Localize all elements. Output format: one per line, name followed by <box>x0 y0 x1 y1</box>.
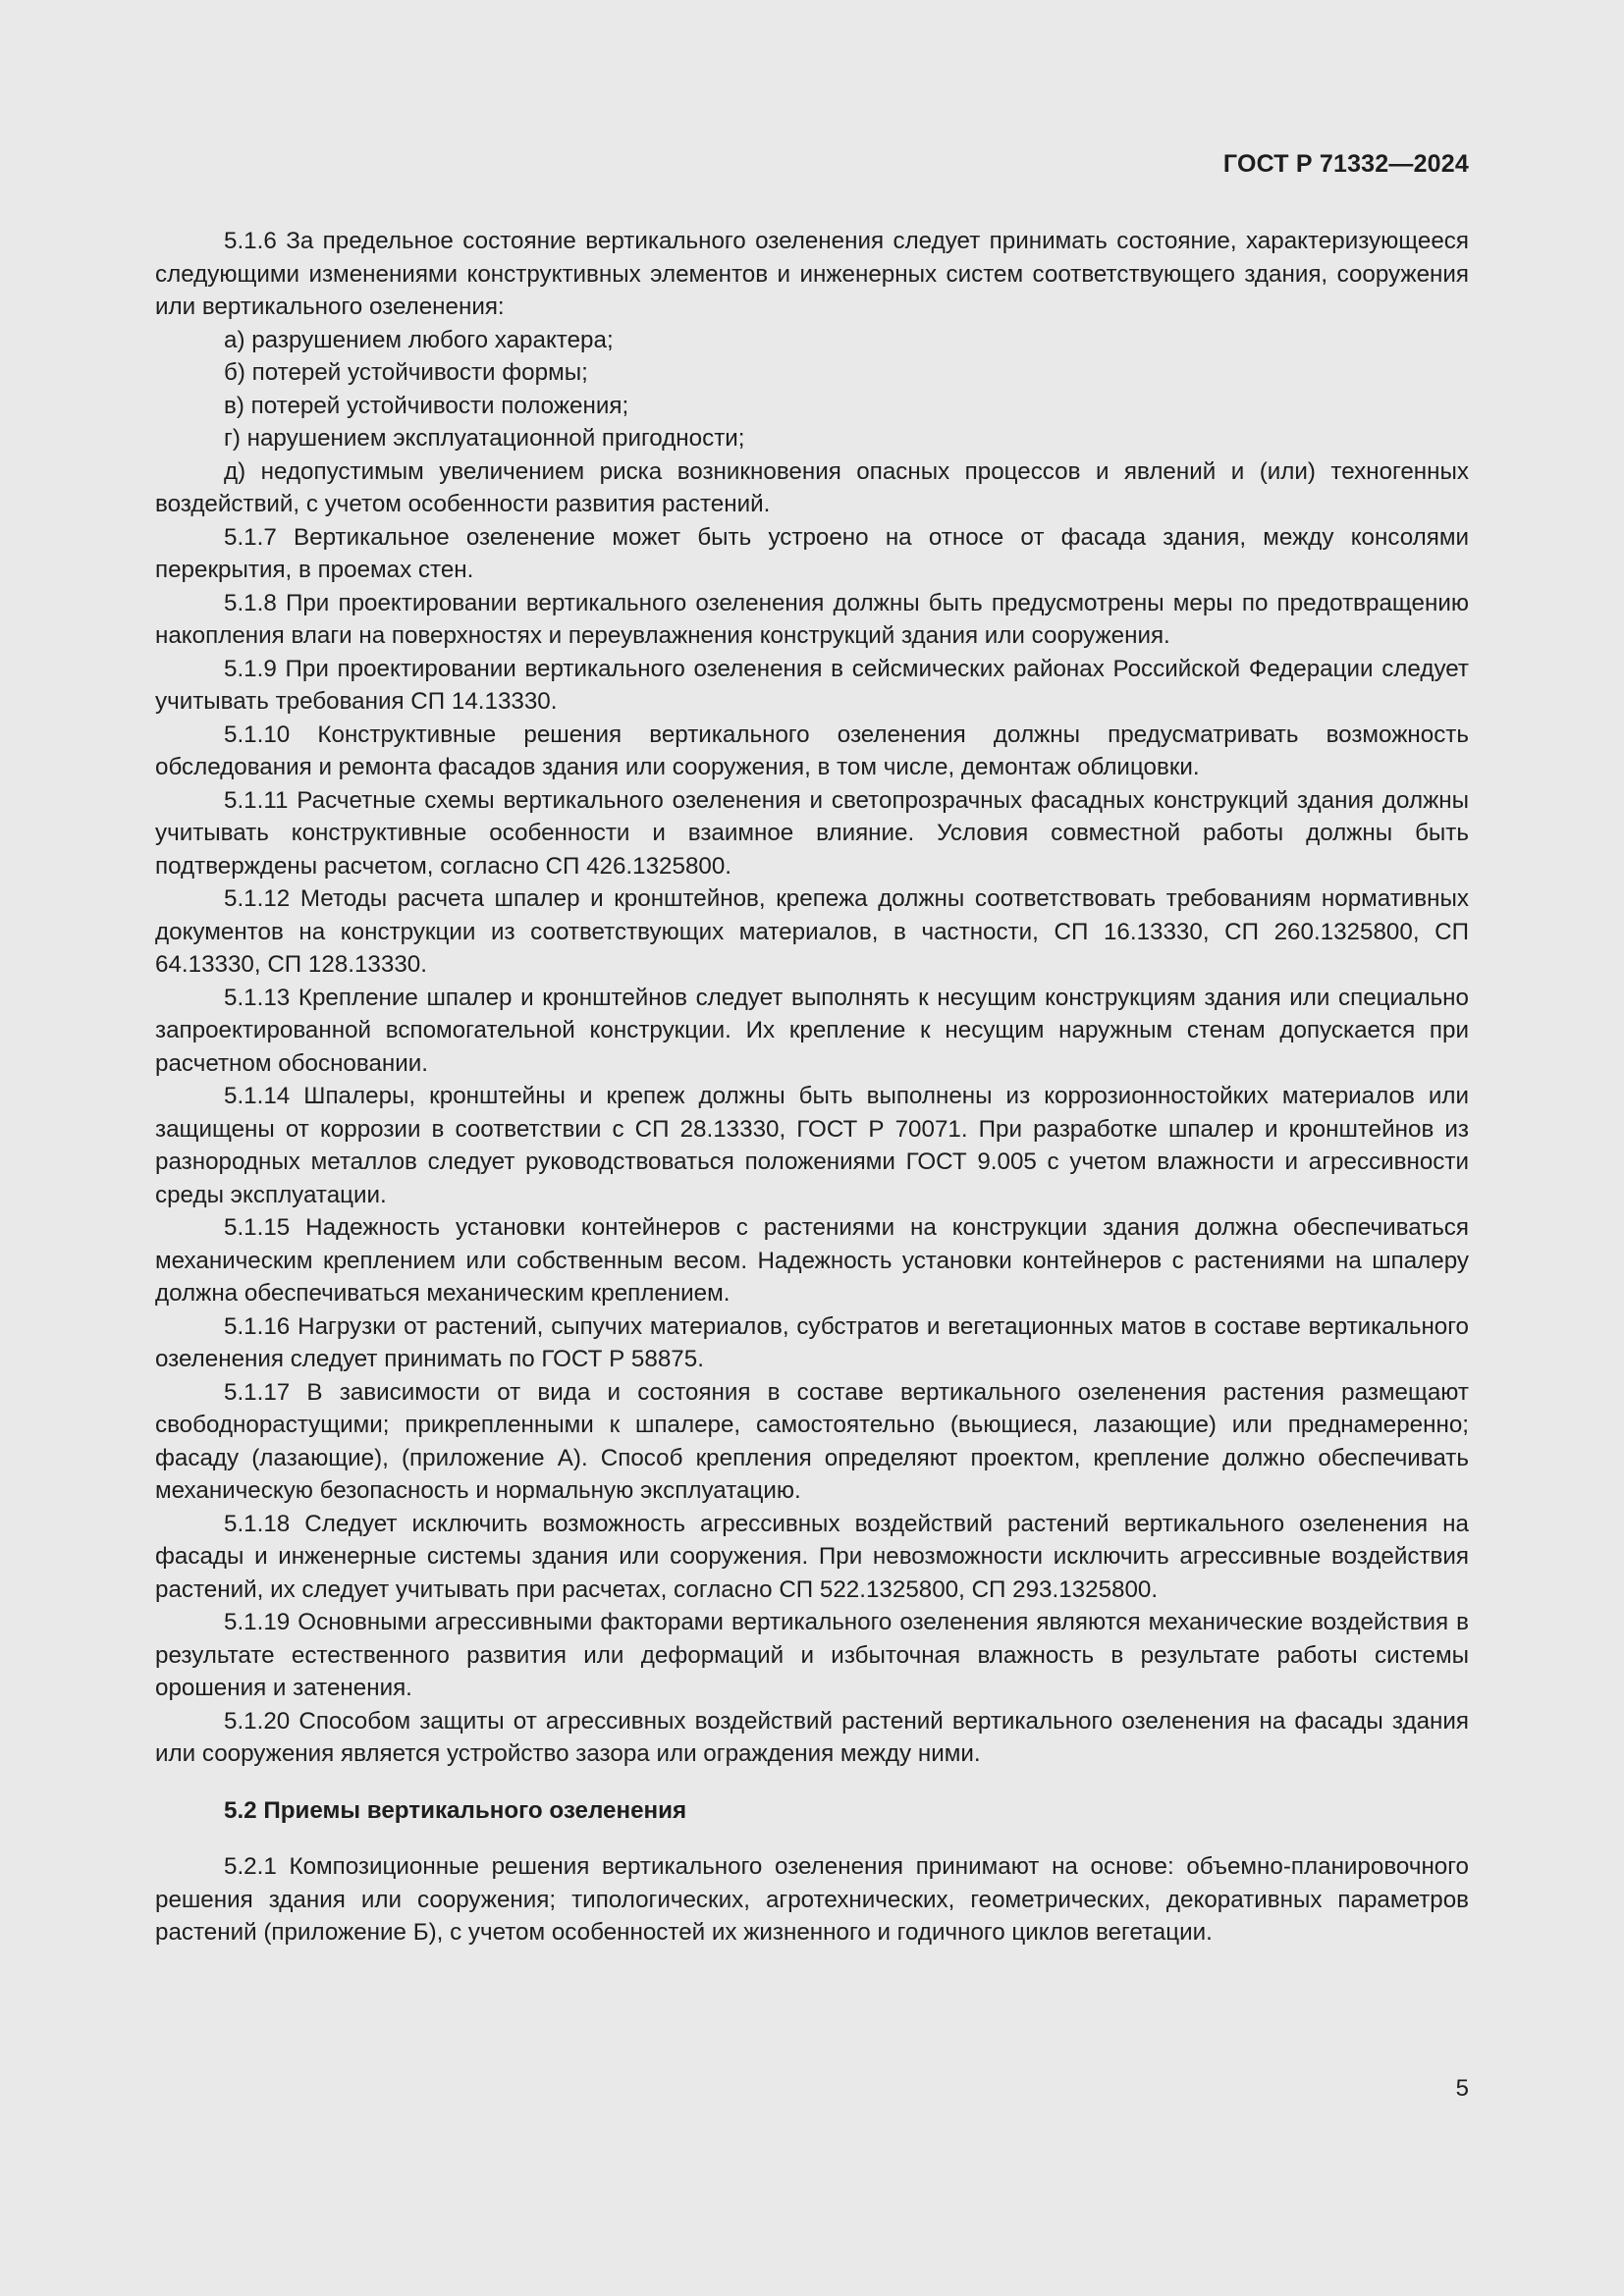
paragraph: 5.1.19 Основными агрессивными факторами вертикального озеленения являются механические воздействия в результате естественного развития или деформаций и избыточная влажность в результате работы системы орошения и затенения. <box>155 1609 1469 1701</box>
document-header: ГОСТ Р 71332—2024 <box>1222 150 1469 178</box>
paragraph: 5.1.8 При проектировании вертикального озеленения должны быть предусмотрены меры по предотвращению накопления влаги на поверхностях и переувлажнения конструкций здания или сооружения. <box>155 589 1469 649</box>
paragraph: 5.1.15 Надежность установки контейнеров с растениями на конструкции здания должна обеспечиваться механическим креплением или собственным весом. Надежность установки контейнеров с растениями на шпалеру должна обеспечиваться механическим креплением. <box>155 1214 1469 1307</box>
document-body <box>155 225 1469 1949</box>
list-item: в) потерей устойчивости положения; <box>224 392 629 419</box>
paragraph: 5.1.18 Следует исключить возможность агрессивных воздействий растений вертикального озеленения на фасады и инженерные системы здания или сооружения. При невозможности исключить агрессивные воздействия растений, их следует учитывать при расчетах, согласно СП 522.1325800, СП 293.1325800. <box>155 1510 1469 1603</box>
paragraph: 5.1.9 При проектировании вертикального озеленения в сейсмических районах Российской Федерации следует учитывать требования СП 14.13330. <box>155 655 1469 715</box>
paragraph: 5.1.10 Конструктивные решения вертикального озеленения должны предусматривать возможность обследования и ремонта фасадов здания или сооружения, в том числе, демонтаж облицовки. <box>155 721 1469 780</box>
paragraph: 5.1.6 За предельное состояние вертикального озеленения следует принимать состояние, характеризующееся следующими изменениями конструктивных элементов и инженерных систем соответствующего здания, сооружения или вертикального озеленения: <box>155 228 1469 320</box>
paragraph: 5.1.11 Расчетные схемы вертикального озеленения и светопрозрачных фасадных конструкций здания должны учитывать конструктивные особенности и взаимное влияние. Условия совместной работы должны быть подтверждены расчетом, согласно СП 426.1325800. <box>155 786 1469 880</box>
paragraph: 5.1.12 Методы расчета шпалер и кронштейнов, крепежа должны соответствовать требованиям нормативных документов на конструкции из соответствующих материалов, в частности, СП 16.13330, СП 260.1325800, СП 64.13330, СП 128.13330. <box>155 885 1469 978</box>
paragraph: 5.2.1 Композиционные решения вертикального озеленения принимают на основе: объемно-планировочного решения здания или сооружения; типологических, агротехнических, геометрических, декоративных параметров растений (приложение Б), с учетом особенностей их жизненного и годичного циклов вегетации. <box>155 1853 1469 1946</box>
section-heading: 5.2 Приемы вертикального озеленения <box>224 1796 687 1824</box>
paragraph: 5.1.14 Шпалеры, кронштейны и крепеж должны быть выполнены из коррозионностойких материалов или защищены от коррозии в соответствии с СП 28.13330, ГОСТ Р 70071. При разработке шпалер и кронштейнов из разнородных металлов следует руководствоваться положениями ГОСТ 9.005 с учетом влажности и агрессивности среды эксплуатации. <box>155 1083 1469 1208</box>
list-item: г) нарушением эксплуатационной пригодности; <box>224 425 745 452</box>
page-number: 5 <box>1455 2075 1469 2102</box>
paragraph: 5.1.13 Крепление шпалер и кронштейнов следует выполнять к несущим конструкциям здания или специально запроектированной вспомогательной конструкции. Их крепление к несущим наружным стенам допускается при расчетном обосновании. <box>155 984 1469 1077</box>
paragraph: 5.1.7 Вертикальное озеленение может быть устроено на относе от фасада здания, между консолями перекрытия, в проемах стен. <box>155 523 1469 583</box>
paragraph: 5.1.16 Нагрузки от растений, сыпучих материалов, субстратов и вегетационных матов в составе вертикального озеленения следует принимать по ГОСТ Р 58875. <box>155 1312 1469 1372</box>
paragraph: 5.1.20 Способом защиты от агрессивных воздействий растений вертикального озеленения на фасады здания или сооружения является устройство зазора или ограждения между ними. <box>155 1707 1469 1767</box>
list-item: а) разрушением любого характера; <box>224 326 614 353</box>
list-item: д) недопустимым увеличением риска возникновения опасных процессов и явлений и (или) техногенных воздействий, с учетом особенности развития растений. <box>155 457 1469 517</box>
list-item: б) потерей устойчивости формы; <box>224 359 588 386</box>
paragraph: 5.1.17 В зависимости от вида и состояния в составе вертикального озеленения растения размещают свободнорастущими; прикрепленными к шпалере, самостоятельно (вьющиеся, лазающие) или преднамеренно; фасаду (лазающие), (приложение А). Способ крепления определяют проектом, крепление должно обеспечивать механическую безопасность и нормальную эксплуатацию. <box>155 1378 1469 1504</box>
